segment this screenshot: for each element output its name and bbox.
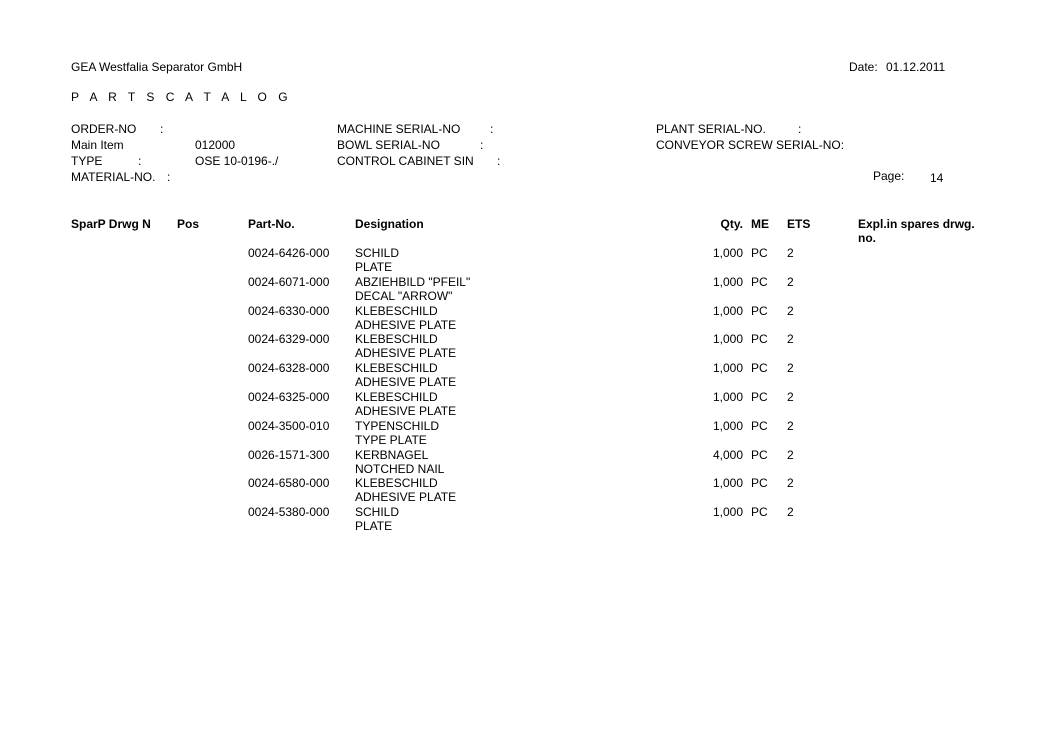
designation-de-cell: KLEBESCHILD	[355, 332, 438, 347]
part-no-cell: 0024-6329-000	[248, 332, 330, 347]
part-no-cell: 0024-6325-000	[248, 390, 330, 404]
designation-en-cell: DECAL "ARROW"	[355, 288, 453, 303]
designation-en-cell: TYPE PLATE	[355, 432, 427, 447]
me-cell: PC	[751, 476, 768, 491]
designation-en-cell: PLATE	[355, 260, 393, 274]
col-ets: ETS	[787, 217, 811, 231]
ets-cell: 2	[787, 447, 794, 462]
me-cell: PC	[751, 418, 768, 433]
ets-cell: 2	[787, 476, 794, 491]
ets-cell: 2	[787, 361, 794, 376]
catalog-title: P A R T S C A T A L O G	[71, 90, 292, 104]
col-sparp: SparP Drwg N	[71, 217, 151, 231]
ets-cell: 2	[787, 332, 794, 347]
page-label: Page:	[873, 169, 905, 183]
designation-en-cell: ADHESIVE PLATE	[355, 375, 457, 390]
col-expl-line1: Expl.in spares drwg.	[858, 217, 975, 231]
designation-de-cell: ABZIEHBILD "PFEIL"	[355, 274, 471, 289]
table-row	[0, 361, 1053, 390]
me-cell: PC	[751, 390, 768, 404]
main-item-value: 012000	[195, 138, 236, 152]
table-row	[0, 476, 1053, 505]
ets-cell: 2	[787, 274, 794, 289]
me-cell: PC	[751, 332, 768, 347]
qty-cell: 1,000	[712, 361, 743, 376]
main-item-label: Main Item	[71, 138, 124, 152]
ets-cell: 2	[787, 418, 794, 433]
designation-de-cell: KERBNAGEL	[355, 447, 429, 462]
designation-de-cell: SCHILD	[355, 505, 400, 520]
me-cell: PC	[751, 246, 768, 260]
qty-cell: 1,000	[712, 246, 743, 260]
machine-serial-sep: :	[490, 122, 494, 136]
table-row	[0, 304, 1053, 333]
type-value: OSE 10-0196-./	[195, 154, 279, 168]
ets-cell: 2	[787, 505, 794, 520]
table-row	[0, 448, 1053, 477]
designation-en-cell: ADHESIVE PLATE	[355, 346, 457, 361]
designation-de-cell: SCHILD	[355, 246, 400, 260]
designation-de-cell: TYPENSCHILD	[355, 418, 440, 433]
machine-serial-label: MACHINE SERIAL-NO	[337, 122, 461, 136]
page-number: 14	[930, 171, 944, 185]
control-cabinet-label: CONTROL CABINET SIN	[337, 154, 474, 168]
part-no-cell: 0024-6071-000	[248, 274, 330, 289]
date-value: 01.12.2011	[886, 60, 946, 74]
material-no-label: MATERIAL-NO.	[71, 170, 156, 184]
me-cell: PC	[751, 447, 768, 462]
order-no-sep: :	[160, 122, 164, 136]
bowl-serial-sep: :	[480, 138, 484, 152]
plant-serial-label: PLANT SERIAL-NO.	[656, 122, 766, 136]
designation-en-cell: NOTCHED NAIL	[355, 461, 445, 476]
table-row	[0, 246, 1053, 275]
qty-cell: 1,000	[712, 332, 743, 347]
col-expl-line2: no.	[858, 231, 876, 245]
qty-cell: 1,000	[712, 476, 743, 491]
part-no-cell: 0024-6580-000	[248, 476, 330, 491]
bowl-serial-label: BOWL SERIAL-NO	[337, 138, 440, 152]
col-me: ME	[751, 217, 769, 231]
type-sep: :	[138, 154, 142, 168]
part-no-cell: 0024-5380-000	[248, 505, 330, 520]
designation-en-cell: ADHESIVE PLATE	[355, 404, 457, 418]
designation-en-cell: ADHESIVE PLATE	[355, 490, 457, 505]
part-no-cell: 0026-1571-300	[248, 447, 330, 462]
designation-de-cell: KLEBESCHILD	[355, 303, 438, 318]
plant-serial-sep: :	[798, 122, 802, 136]
conveyor-serial-label: CONVEYOR SCREW SERIAL-NO:	[656, 138, 845, 152]
me-cell: PC	[751, 505, 768, 520]
date-label: Date:	[849, 60, 878, 74]
qty-cell: 1,000	[712, 505, 743, 520]
ets-cell: 2	[787, 246, 794, 260]
company-name: GEA Westfalia Separator GmbH	[71, 60, 243, 74]
material-no-sep: :	[167, 170, 171, 184]
designation-en-cell: ADHESIVE PLATE	[355, 317, 457, 332]
me-cell: PC	[751, 274, 768, 289]
col-part-no: Part-No.	[248, 217, 295, 231]
table-row	[0, 275, 1053, 304]
designation-de-cell: KLEBESCHILD	[355, 390, 438, 404]
table-row	[0, 419, 1053, 448]
part-no-cell: 0024-3500-010	[248, 418, 330, 433]
col-pos: Pos	[177, 217, 200, 231]
table-row	[0, 332, 1053, 361]
part-no-cell: 0024-6426-000	[248, 246, 330, 260]
table-row	[0, 390, 1053, 419]
designation-de-cell: KLEBESCHILD	[355, 476, 438, 491]
qty-cell: 4,000	[712, 447, 743, 462]
qty-cell: 1,000	[712, 390, 743, 404]
qty-cell: 1,000	[712, 303, 743, 318]
table-row	[0, 505, 1053, 534]
designation-de-cell: KLEBESCHILD	[355, 361, 438, 376]
type-label: TYPE	[71, 154, 103, 168]
me-cell: PC	[751, 303, 768, 318]
designation-en-cell: PLATE	[355, 519, 393, 534]
qty-cell: 1,000	[712, 418, 743, 433]
part-no-cell: 0024-6330-000	[248, 303, 330, 318]
order-no-label: ORDER-NO	[71, 122, 137, 136]
qty-cell: 1,000	[712, 274, 743, 289]
ets-cell: 2	[787, 303, 794, 318]
me-cell: PC	[751, 361, 768, 376]
ets-cell: 2	[787, 390, 794, 404]
control-cabinet-sep: :	[497, 154, 501, 168]
part-no-cell: 0024-6328-000	[248, 361, 330, 376]
col-qty: Qty.	[720, 217, 743, 231]
col-designation: Designation	[355, 217, 424, 231]
